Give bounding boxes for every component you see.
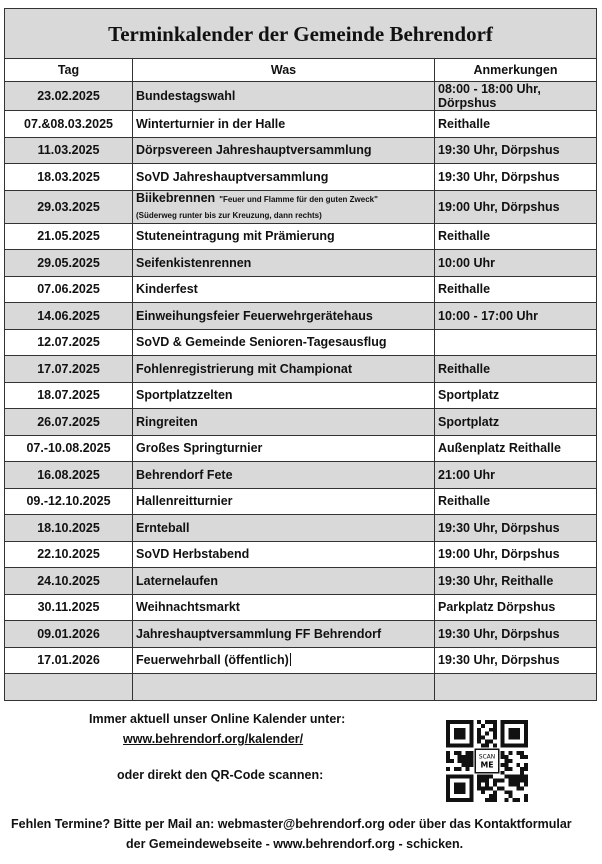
table-row xyxy=(5,190,597,223)
cell-tag: 14.06.2025 xyxy=(5,303,133,330)
cell-tag: 23.02.2025 xyxy=(5,82,133,111)
table-row xyxy=(5,594,597,621)
cell-anmerkungen xyxy=(435,276,597,303)
note-line: 19:30 Uhr, Reithalle xyxy=(438,573,554,588)
event-title: SoVD Herbstabend xyxy=(136,547,250,562)
cell-was xyxy=(133,594,435,621)
table-row xyxy=(5,82,597,111)
cell-anmerkungen xyxy=(435,250,597,277)
cell-tag: 29.03.2025 xyxy=(5,190,133,223)
cell-tag: 09.01.2026 xyxy=(5,621,133,648)
cell-was xyxy=(133,329,435,356)
note-line: Reithalle xyxy=(438,116,491,131)
cell-tag: 07.-10.08.2025 xyxy=(5,435,133,462)
cell-was xyxy=(133,164,435,191)
table-row xyxy=(5,137,597,164)
page-title: Terminkalender der Gemeinde Behrendorf xyxy=(5,9,597,59)
table-row xyxy=(5,329,597,356)
column-header-anmerkungen: Anmerkungen xyxy=(435,59,597,82)
cell-anmerkungen xyxy=(435,674,597,701)
cell-anmerkungen xyxy=(435,137,597,164)
cell-anmerkungen xyxy=(435,488,597,515)
cell-was xyxy=(133,190,435,223)
cell-tag: 17.01.2026 xyxy=(5,647,133,674)
note-line: Außenplatz Reithalle xyxy=(438,441,561,456)
table-row xyxy=(5,164,597,191)
event-title: Jahreshauptversammlung FF Behrendorf xyxy=(136,626,382,641)
cell-was xyxy=(133,515,435,542)
cell-tag: 30.11.2025 xyxy=(5,594,133,621)
calendar-sheet xyxy=(4,8,596,701)
cell-was xyxy=(133,137,435,164)
cell-anmerkungen xyxy=(435,82,597,111)
cell-anmerkungen xyxy=(435,409,597,436)
note-line: 19:30 Uhr, Dörpshus xyxy=(438,653,560,668)
scan-me-badge xyxy=(475,749,498,772)
cell-tag: 18.10.2025 xyxy=(5,515,133,542)
column-header-tag: Tag xyxy=(5,59,133,82)
cell-was xyxy=(133,674,435,701)
cell-anmerkungen xyxy=(435,223,597,250)
calendar-link[interactable]: www.behrendorf.org/kalender/ xyxy=(123,732,304,746)
table-row xyxy=(5,111,597,138)
cell-anmerkungen xyxy=(435,647,597,674)
cell-was xyxy=(133,568,435,595)
note-line: 19:30 Uhr, Dörpshus xyxy=(438,169,560,184)
table-row xyxy=(5,647,597,674)
event-title: Ernteball xyxy=(136,520,190,535)
cell-was xyxy=(133,250,435,277)
event-title: Winterturnier in der Halle xyxy=(136,116,286,131)
cell-tag: 24.10.2025 xyxy=(5,568,133,595)
qr-finder-bottom-left xyxy=(446,775,473,802)
event-title: SoVD Jahreshauptversammlung xyxy=(136,169,329,184)
cell-tag: 26.07.2025 xyxy=(5,409,133,436)
cell-tag: 18.03.2025 xyxy=(5,164,133,191)
event-directions: (Süderweg runter bis zur Kreuzung, dann rechts) xyxy=(136,210,322,220)
cell-tag xyxy=(5,674,133,701)
cell-tag: 12.07.2025 xyxy=(5,329,133,356)
note-line: Dörpshus xyxy=(438,96,497,110)
event-title: Bundestagswahl xyxy=(136,89,236,103)
event-title: Sportplatzzelten xyxy=(136,388,233,403)
cell-anmerkungen xyxy=(435,382,597,409)
cell-was xyxy=(133,462,435,489)
cell-was xyxy=(133,223,435,250)
table-row xyxy=(5,488,597,515)
cell-tag: 11.03.2025 xyxy=(5,137,133,164)
cell-was xyxy=(133,303,435,330)
qr-finder-top-left xyxy=(446,720,473,747)
cell-anmerkungen xyxy=(435,303,597,330)
table-row xyxy=(5,435,597,462)
event-title: Weihnachtsmarkt xyxy=(136,600,240,615)
cell-anmerkungen xyxy=(435,164,597,191)
table-row xyxy=(5,356,597,383)
cell-tag: 29.05.2025 xyxy=(5,250,133,277)
calendar-table xyxy=(4,8,597,701)
qr-label-scan: SCAN xyxy=(478,754,496,761)
event-title: SoVD & Gemeinde Senioren-Tagesausflug xyxy=(136,335,387,350)
note-line: Reithalle xyxy=(438,361,491,376)
cell-anmerkungen xyxy=(435,462,597,489)
event-title: Behrendorf Fete xyxy=(136,467,233,482)
event-title: Großes Springturnier xyxy=(136,441,263,456)
note-line: 19:00 Uhr, Dörpshus xyxy=(438,199,560,214)
note-line: Reithalle xyxy=(438,282,491,297)
cell-tag: 07.06.2025 xyxy=(5,276,133,303)
table-row xyxy=(5,223,597,250)
cell-was xyxy=(133,541,435,568)
cell-anmerkungen xyxy=(435,111,597,138)
cell-was xyxy=(133,647,435,674)
cell-tag: 21.05.2025 xyxy=(5,223,133,250)
table-row xyxy=(5,303,597,330)
footer xyxy=(0,712,602,864)
event-title: Dörpsvereen Jahreshauptversammlung xyxy=(136,143,372,158)
event-title: Stuteneintragung mit Prämierung xyxy=(136,229,335,244)
cell-was xyxy=(133,276,435,303)
event-title: Fohlenregistrierung mit Championat xyxy=(136,361,352,376)
note-line: Reithalle xyxy=(438,229,491,244)
cell-was xyxy=(133,382,435,409)
cell-was xyxy=(133,356,435,383)
table-row xyxy=(5,674,597,701)
note-line: Sportplatz xyxy=(438,414,500,429)
table-row xyxy=(5,621,597,648)
table-row xyxy=(5,250,597,277)
table-row xyxy=(5,515,597,542)
event-title: Hallenreitturnier xyxy=(136,494,233,509)
note-line: Sportplatz xyxy=(438,388,500,403)
table-row xyxy=(5,382,597,409)
cell-was xyxy=(133,82,435,111)
event-title: Einweihungsfeier Feuerwehrgerätehaus xyxy=(136,308,373,323)
event-title: Seifenkistenrennen xyxy=(136,255,252,270)
note-line: 19:30 Uhr, Dörpshus xyxy=(438,143,560,158)
cell-anmerkungen xyxy=(435,594,597,621)
note-line: Parkplatz Dörpshus xyxy=(438,600,556,615)
table-row xyxy=(5,409,597,436)
event-title: Biikebrennen xyxy=(136,190,216,205)
cell-anmerkungen xyxy=(435,356,597,383)
qr-scan-text: oder direkt den QR-Code scannen: xyxy=(117,768,324,782)
cell-was xyxy=(133,621,435,648)
cell-anmerkungen xyxy=(435,621,597,648)
qr-label-me: ME xyxy=(480,760,494,770)
event-title: Laternelaufen xyxy=(136,573,218,588)
note-line: 08:00 - 18:00 Uhr, xyxy=(438,82,541,96)
text-cursor xyxy=(290,653,291,666)
cell-anmerkungen xyxy=(435,190,597,223)
note-line: 10:00 Uhr xyxy=(438,255,495,270)
cell-tag: 07.&08.03.2025 xyxy=(5,111,133,138)
cell-tag: 17.07.2025 xyxy=(5,356,133,383)
note-line: 19:30 Uhr, Dörpshus xyxy=(438,520,560,535)
missing-dates-text-1: Fehlen Termine? Bitte per Mail an: webmaster@behrendorf.org oder über das Kontaktformular xyxy=(11,817,572,831)
cell-anmerkungen xyxy=(435,541,597,568)
table-row xyxy=(5,276,597,303)
cell-tag: 16.08.2025 xyxy=(5,462,133,489)
cell-tag: 22.10.2025 xyxy=(5,541,133,568)
event-title: Ringreiten xyxy=(136,414,198,429)
cell-was xyxy=(133,435,435,462)
cell-tag: 18.07.2025 xyxy=(5,382,133,409)
note-line: 19:00 Uhr, Dörpshus xyxy=(438,547,560,562)
table-row xyxy=(5,568,597,595)
qr-code[interactable] xyxy=(446,720,528,802)
online-calendar-text: Immer aktuell unser Online Kalender unter: xyxy=(89,712,346,726)
note-line: 19:30 Uhr, Dörpshus xyxy=(438,626,560,641)
cell-was xyxy=(133,111,435,138)
cell-tag: 09.-12.10.2025 xyxy=(5,488,133,515)
qr-finder-top-right xyxy=(501,720,528,747)
event-title: Kinderfest xyxy=(136,282,198,297)
cell-anmerkungen xyxy=(435,515,597,542)
column-header-was: Was xyxy=(133,59,435,82)
cell-anmerkungen xyxy=(435,435,597,462)
table-row xyxy=(5,462,597,489)
event-title: Feuerwehrball (öffentlich) xyxy=(136,653,289,668)
cell-anmerkungen xyxy=(435,329,597,356)
cell-was xyxy=(133,409,435,436)
note-line: 21:00 Uhr xyxy=(438,467,495,482)
missing-dates-text-2: der Gemeindewebseite - www.behrendorf.org - schicken. xyxy=(126,837,464,851)
cell-anmerkungen xyxy=(435,568,597,595)
table-row xyxy=(5,541,597,568)
cell-was xyxy=(133,488,435,515)
note-line: 10:00 - 17:00 Uhr xyxy=(438,308,539,323)
event-note: "Feuer und Flamme für den guten Zweck" xyxy=(219,194,378,204)
note-line: Reithalle xyxy=(438,494,491,509)
